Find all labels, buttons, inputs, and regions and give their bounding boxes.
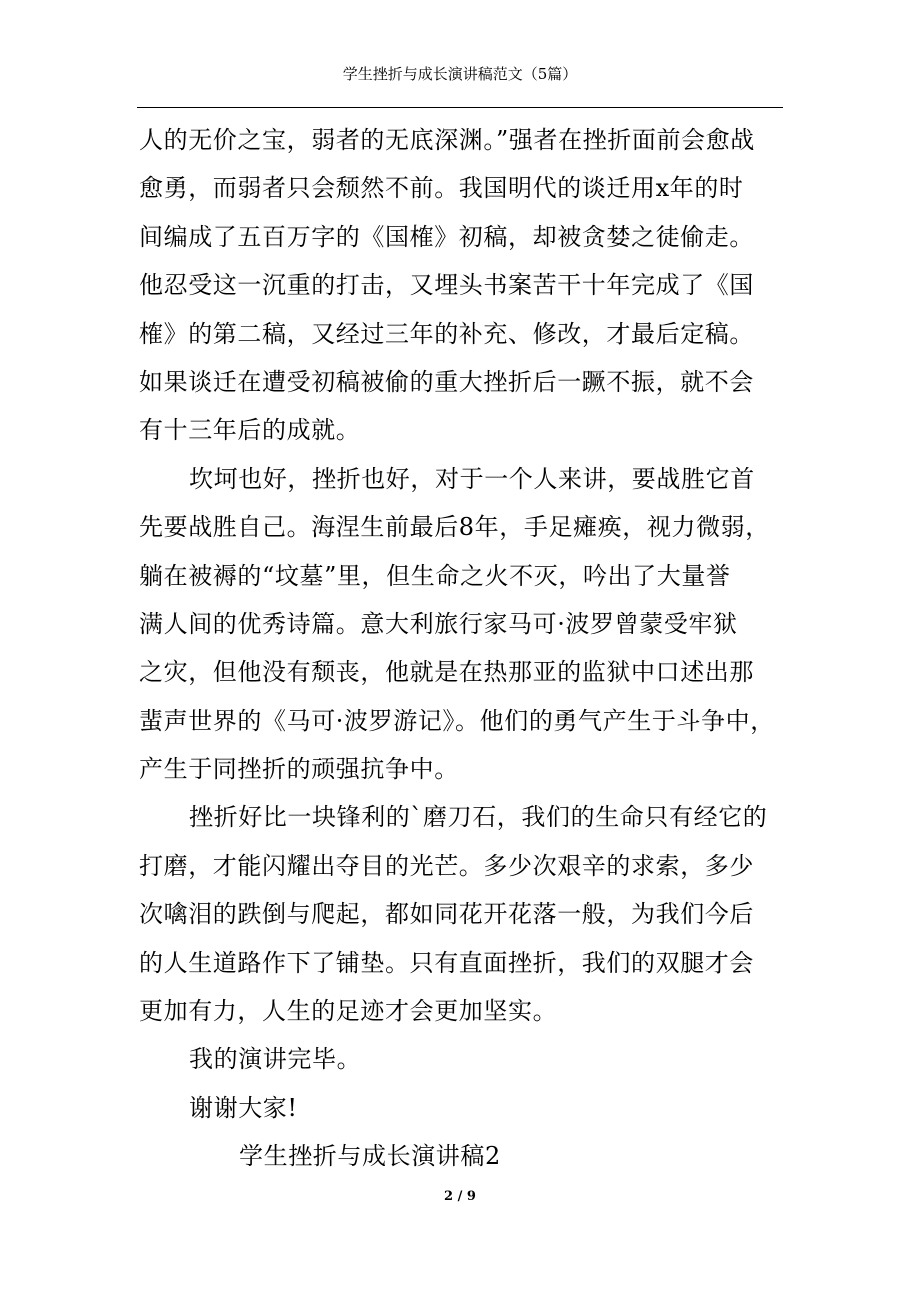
text-line: 蜚声世界的《马可·波罗游记》。他们的勇气产生于斗争中， xyxy=(139,706,775,735)
text-line: 愈勇，而弱者只会颓然不前。我国明代的谈迁用x年的时 xyxy=(139,174,744,203)
text-line: 打磨，才能闪耀出夺目的光芒。多少次艰辛的求索，多少 xyxy=(139,851,754,880)
text-line: 满人间的优秀诗篇。意大利旅行家马可·波罗曾蒙受牢狱 xyxy=(139,609,738,638)
paragraph-start-line: 坎坷也好，挫折也好，对于一个人来讲，要战胜它首 xyxy=(189,464,755,493)
text-line: 次噙泪的跌倒与爬起，都如同花开花落一般，为我们今后 xyxy=(139,900,754,929)
page-number: 2 / 9 xyxy=(444,1189,476,1204)
closing-line: 我的演讲完毕。 xyxy=(189,1045,362,1074)
header-divider xyxy=(137,107,783,108)
text-line: 产生于同挫折的顽强抗争中。 xyxy=(139,755,459,784)
text-line: 有十三年后的成就。 xyxy=(139,416,361,445)
text-line: 人的无价之宝，弱者的无底深渊。”强者在挫折面前会愈战 xyxy=(139,126,755,154)
text-line: 如果谈迁在遭受初稿被偷的重大挫折后一蹶不振，就不会 xyxy=(139,367,754,396)
text-line: 更加有力，人生的足迹才会更加坚实。 xyxy=(139,997,558,1026)
text-line: 的人生道路作下了铺垫。只有直面挫折，我们的双腿才会 xyxy=(139,948,754,977)
paragraph-start-line: 挫折好比一块锋利的`磨刀石，我们的生命只有经它的 xyxy=(189,803,768,832)
document-body xyxy=(139,116,789,1181)
text-line: 躺在被褥的“坟墓”里，但生命之火不灭，吟出了大量誉 xyxy=(139,561,731,590)
text-line: 他忍受这一沉重的打击，又埋头书案苦干十年完成了《国 xyxy=(139,271,754,300)
text-line: 间编成了五百万字的《国榷》初稿，却被贪婪之徒偷走。 xyxy=(139,222,754,251)
text-line: 先要战胜自己。海涅生前最后8年，手足瘫痪，视力微弱， xyxy=(139,513,770,542)
running-header: 学生挫折与成长演讲稿范文（5篇） xyxy=(342,65,578,83)
thanks-line: 谢谢大家! xyxy=(189,1093,298,1122)
section-heading: 学生挫折与成长演讲稿2 xyxy=(239,1142,501,1171)
text-line: 之灾，但他没有颓丧，他就是在热那亚的监狱中口述出那 xyxy=(139,658,754,687)
text-line: 榷》的第二稿，又经过三年的补充、修改，才最后定稿。 xyxy=(139,319,754,348)
